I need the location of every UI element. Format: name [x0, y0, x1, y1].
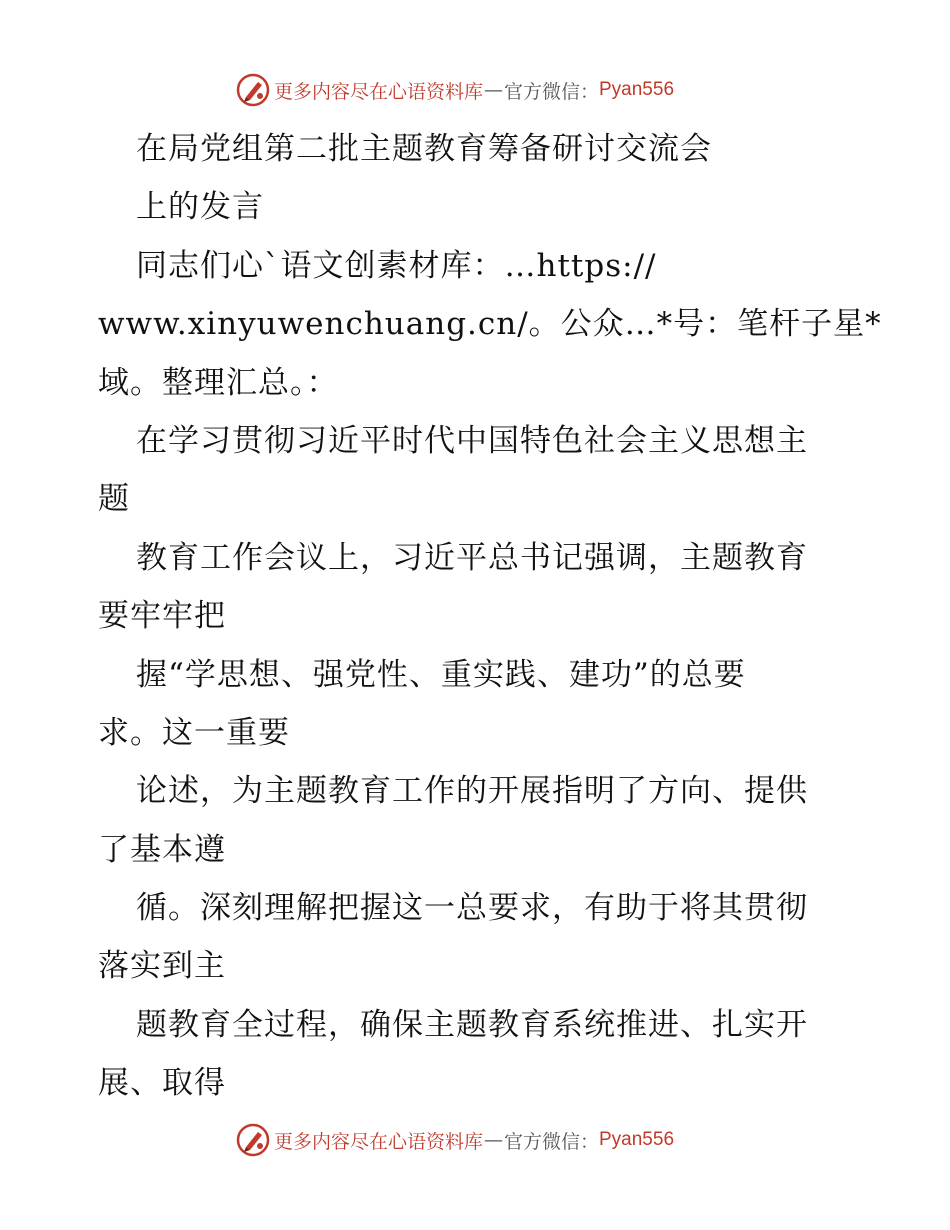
watermark-wechat-id: Pyan556	[599, 1129, 675, 1150]
text-line: 求。这一重要	[98, 714, 290, 751]
pen-logo-icon	[236, 73, 270, 107]
text-line: 展、取得	[98, 1065, 226, 1102]
text-line: 握“学思想、强党性、重实践、建功”的总要	[136, 656, 746, 693]
watermark-brand: 更多内容尽在心语资料库	[273, 1130, 483, 1153]
text-line: 题教育全过程，确保主题教育系统推进、扎实开	[136, 1006, 808, 1043]
text-line: 了基本遵	[98, 831, 226, 868]
text-line: 教育工作会议上，习近平总书记强调，主题教育	[136, 539, 808, 576]
text-line: 域。整理汇总。：	[98, 364, 339, 401]
text-line: 上的发言	[136, 189, 264, 226]
text-line: 同志们心`语文创素材库：…https://	[136, 247, 657, 284]
text-line: 落实到主	[98, 948, 226, 985]
text-line: www.xinyuwenchuang.cn/。公众…*号：笔杆子星*	[98, 306, 882, 343]
watermark-wechat-id: Pyan556	[599, 79, 675, 100]
watermark-label: 官方微信：	[503, 80, 599, 103]
watermark-brand: 更多内容尽在心语资料库	[273, 80, 483, 103]
text-line: 要牢牢把	[98, 598, 226, 635]
header-watermark	[0, 70, 950, 110]
text-line: 题	[98, 481, 130, 518]
watermark-separator: —	[483, 1129, 503, 1151]
document-body	[98, 120, 882, 1113]
footer-watermark	[0, 1120, 950, 1160]
watermark-label: 官方微信：	[503, 1130, 599, 1153]
pen-logo-icon	[236, 1123, 270, 1157]
text-line: 循。深刻理解把握这一总要求，有助于将其贯彻	[136, 890, 808, 927]
watermark-separator: —	[483, 79, 503, 101]
text-line: 在局党组第二批主题教育筹备研讨交流会	[136, 131, 712, 167]
text-line: 论述，为主题教育工作的开展指明了方向、提供	[136, 773, 808, 810]
text-line: 在学习贯彻习近平时代中国特色社会主义思想主	[136, 422, 808, 459]
